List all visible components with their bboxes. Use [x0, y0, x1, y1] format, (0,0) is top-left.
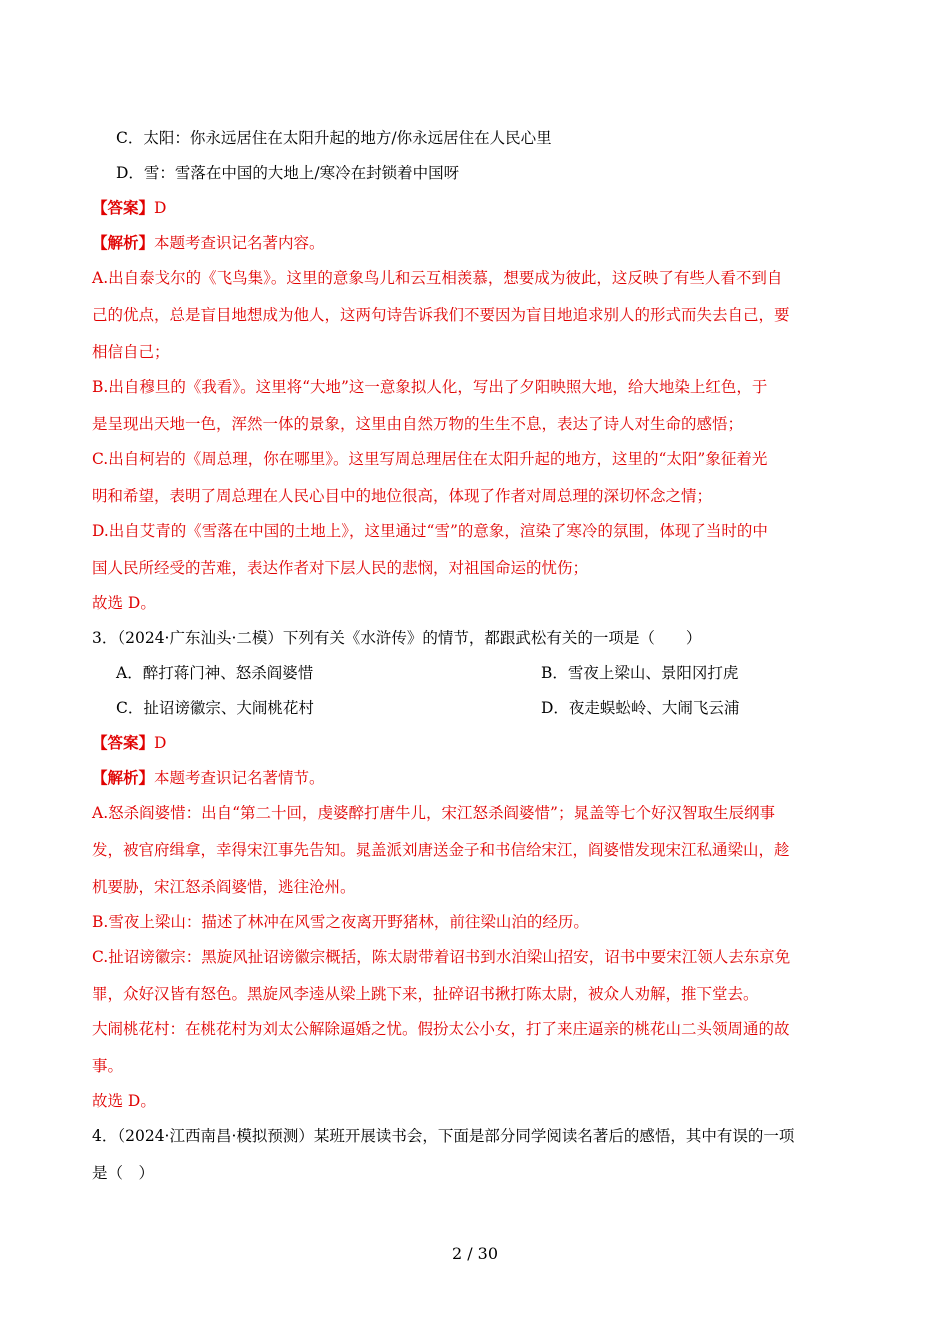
- q3-conclusion: 故选 D。: [92, 1092, 156, 1110]
- analysis-tag: 【解析】: [92, 233, 155, 252]
- q3-explain-line: 发，被官府缉拿，幸得宋江事先告知。晁盖派刘唐送金子和书信给宋江，阎婆惜发现宋江私通梁山，趁: [92, 841, 790, 859]
- analysis-tag: 【解析】: [92, 768, 155, 787]
- q2-analysis: [92, 233, 852, 253]
- page-number: 2 / 30: [451, 1244, 499, 1263]
- q2-explain-line: A.出自泰戈尔的《飞鸟集》。这里的意象鸟儿和云互相羡慕，想要成为彼此，这反映了有些人看不到自: [92, 269, 783, 287]
- q4-stem-continued: 是（ ）: [92, 1164, 155, 1182]
- q3-explain-line: C.扯诏谤徽宗：黑旋风扯诏谤徽宗概括，陈太尉带着诏书到水泊梁山招安，诏书中要宋江领人去东京免: [92, 948, 791, 966]
- q2-conclusion: 故选 D。: [92, 594, 156, 612]
- q3-explain-line: 事。: [92, 1057, 124, 1075]
- q2-option-d: D．雪：雪落在中国的大地上/寒冷在封锁着中国呀: [116, 164, 460, 182]
- answer-value: D: [154, 199, 167, 217]
- q2-explain-line: 是呈现出天地一色，浑然一体的景象，这里由自然万物的生生不息，表达了诗人对生命的感悟；: [92, 415, 744, 433]
- q3-stem: 3．（2024·广东汕头·二模）下列有关《水浒传》的情节，都跟武松有关的一项是（ ）: [92, 629, 702, 647]
- q4-stem: 4．（2024·江西南昌·模拟预测）某班开展读书会，下面是部分同学阅读名著后的感悟，其中有误的一项: [92, 1127, 795, 1145]
- q3-option-c: C．扯诏谤徽宗、大闹桃花村: [116, 699, 314, 717]
- analysis-text: 本题考查识记名著内容。: [154, 234, 325, 252]
- q2-explain-line: B.出自穆旦的《我看》。这里将“大地”这一意象拟人化，写出了夕阳映照大地，给大地染上红色，于: [92, 378, 768, 396]
- answer-value: D: [154, 734, 167, 752]
- q3-option-d: D．夜走蜈蚣岭、大闹飞云浦: [541, 699, 740, 717]
- answer-tag: 【答案】: [92, 198, 155, 217]
- q3-options-row-2: [116, 698, 876, 718]
- q3-options-row-1: [116, 663, 876, 683]
- q3-explain-line: A.怒杀阎婆惜：出自“第二十回，虔婆醉打唐牛儿，宋江怒杀阎婆惜”；晁盖等七个好汉智取生辰纲事: [92, 804, 775, 822]
- q2-explain-line: 国人民所经受的苦难，表达作者对下层人民的悲悯，对祖国命运的忧伤；: [92, 559, 589, 577]
- q3-option-b: B．雪夜上梁山、景阳冈打虎: [541, 664, 739, 682]
- q2-explain-line: C.出自柯岩的《周总理，你在哪里》。这里写周总理居住在太阳升起的地方，这里的“太阳”象征着光: [92, 450, 768, 468]
- q3-answer: [92, 733, 852, 753]
- q2-explain-line: 己的优点，总是盲目地想成为他人，这两句诗告诉我们不要因为盲目地追求别人的形式而失去自己，要: [92, 306, 790, 324]
- q3-explain-line: 机要胁，宋江怒杀阎婆惜，逃往沧州。: [92, 878, 356, 896]
- q2-explain-line: D.出自艾青的《雪落在中国的土地上》，这里通过“雪”的意象，渲染了寒冷的氛围，体现了当时的中: [92, 522, 768, 540]
- q2-answer: [92, 198, 852, 218]
- q2-option-c: C．太阳：你永远居住在太阳升起的地方/你永远居住在人民心里: [116, 129, 552, 147]
- q2-explain-line: 明和希望，表明了周总理在人民心目中的地位很高，体现了作者对周总理的深切怀念之情；: [92, 487, 713, 505]
- q3-explain-line: 罪，众好汉皆有怒色。黑旋风李逵从梁上跳下来，扯碎诏书揪打陈太尉，被众人劝解，推下堂去。: [92, 985, 759, 1003]
- q3-explain-line: 大闹桃花村：在桃花村为刘太公解除逼婚之忧。假扮太公小女，打了来庄逼亲的桃花山二头领周通的故: [92, 1020, 790, 1038]
- q3-explain-line: B.雪夜上梁山：描述了林冲在风雪之夜离开野猪林，前往梁山泊的经历。: [92, 913, 589, 931]
- q3-analysis: [92, 768, 852, 788]
- analysis-text: 本题考查识记名著情节。: [154, 769, 325, 787]
- answer-tag: 【答案】: [92, 733, 155, 752]
- q2-explain-line: 相信自己；: [92, 343, 170, 361]
- q3-option-a: A．醉打蒋门神、怒杀阎婆惜: [116, 664, 314, 682]
